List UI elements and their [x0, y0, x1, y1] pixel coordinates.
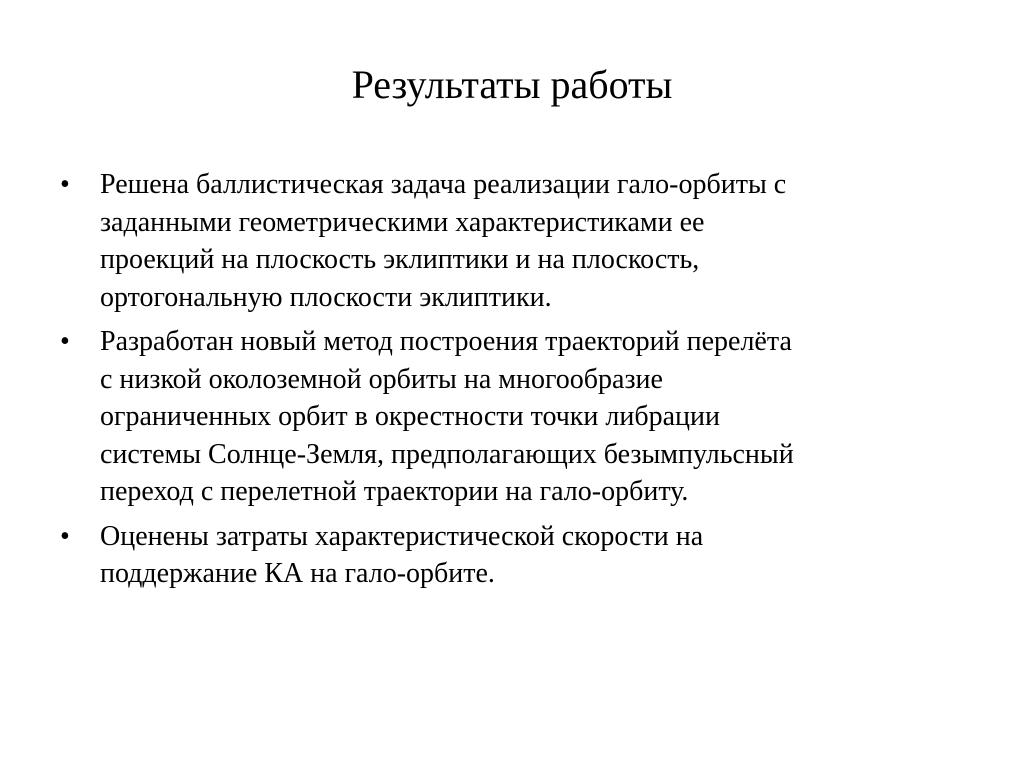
- bullet-line: поддержание КА на гало-орбите.: [100, 558, 495, 589]
- bullet-item: [56, 323, 956, 511]
- bullet-list: [56, 166, 956, 600]
- bullet-dot-icon: •: [60, 326, 70, 357]
- bullet-dot-icon: •: [60, 520, 70, 552]
- bullet-line: заданными геометрическими характеристиками ее: [100, 206, 705, 238]
- bullet-line: Оценены затраты характеристической скорости на: [100, 520, 704, 552]
- bullet-line: системы Солнце-Земля, предполагающих безымпульсный: [100, 438, 794, 470]
- bullet-item: [56, 166, 956, 316]
- bullet-line: Решена баллистическая задача реализации гало-орбиты с: [100, 169, 787, 200]
- bullet-line: ограниченных орбит в окрестности точки либрации: [100, 401, 720, 432]
- bullet-line: с низкой околоземной орбиты на многообразие: [100, 363, 663, 395]
- bullet-line: ортогональную плоскости эклиптики.: [100, 281, 552, 313]
- slide-title: Результаты работы: [351, 62, 673, 107]
- bullet-line: переход с перелетной траектории на гало-орбиту.: [100, 476, 689, 507]
- bullet-line: проекций на плоскость эклиптики и на плоскость,: [100, 244, 700, 275]
- bullet-item: [56, 518, 956, 593]
- bullet-dot-icon: •: [60, 169, 70, 200]
- bullet-line: Разработан новый метод построения траекторий перелёта: [100, 326, 792, 357]
